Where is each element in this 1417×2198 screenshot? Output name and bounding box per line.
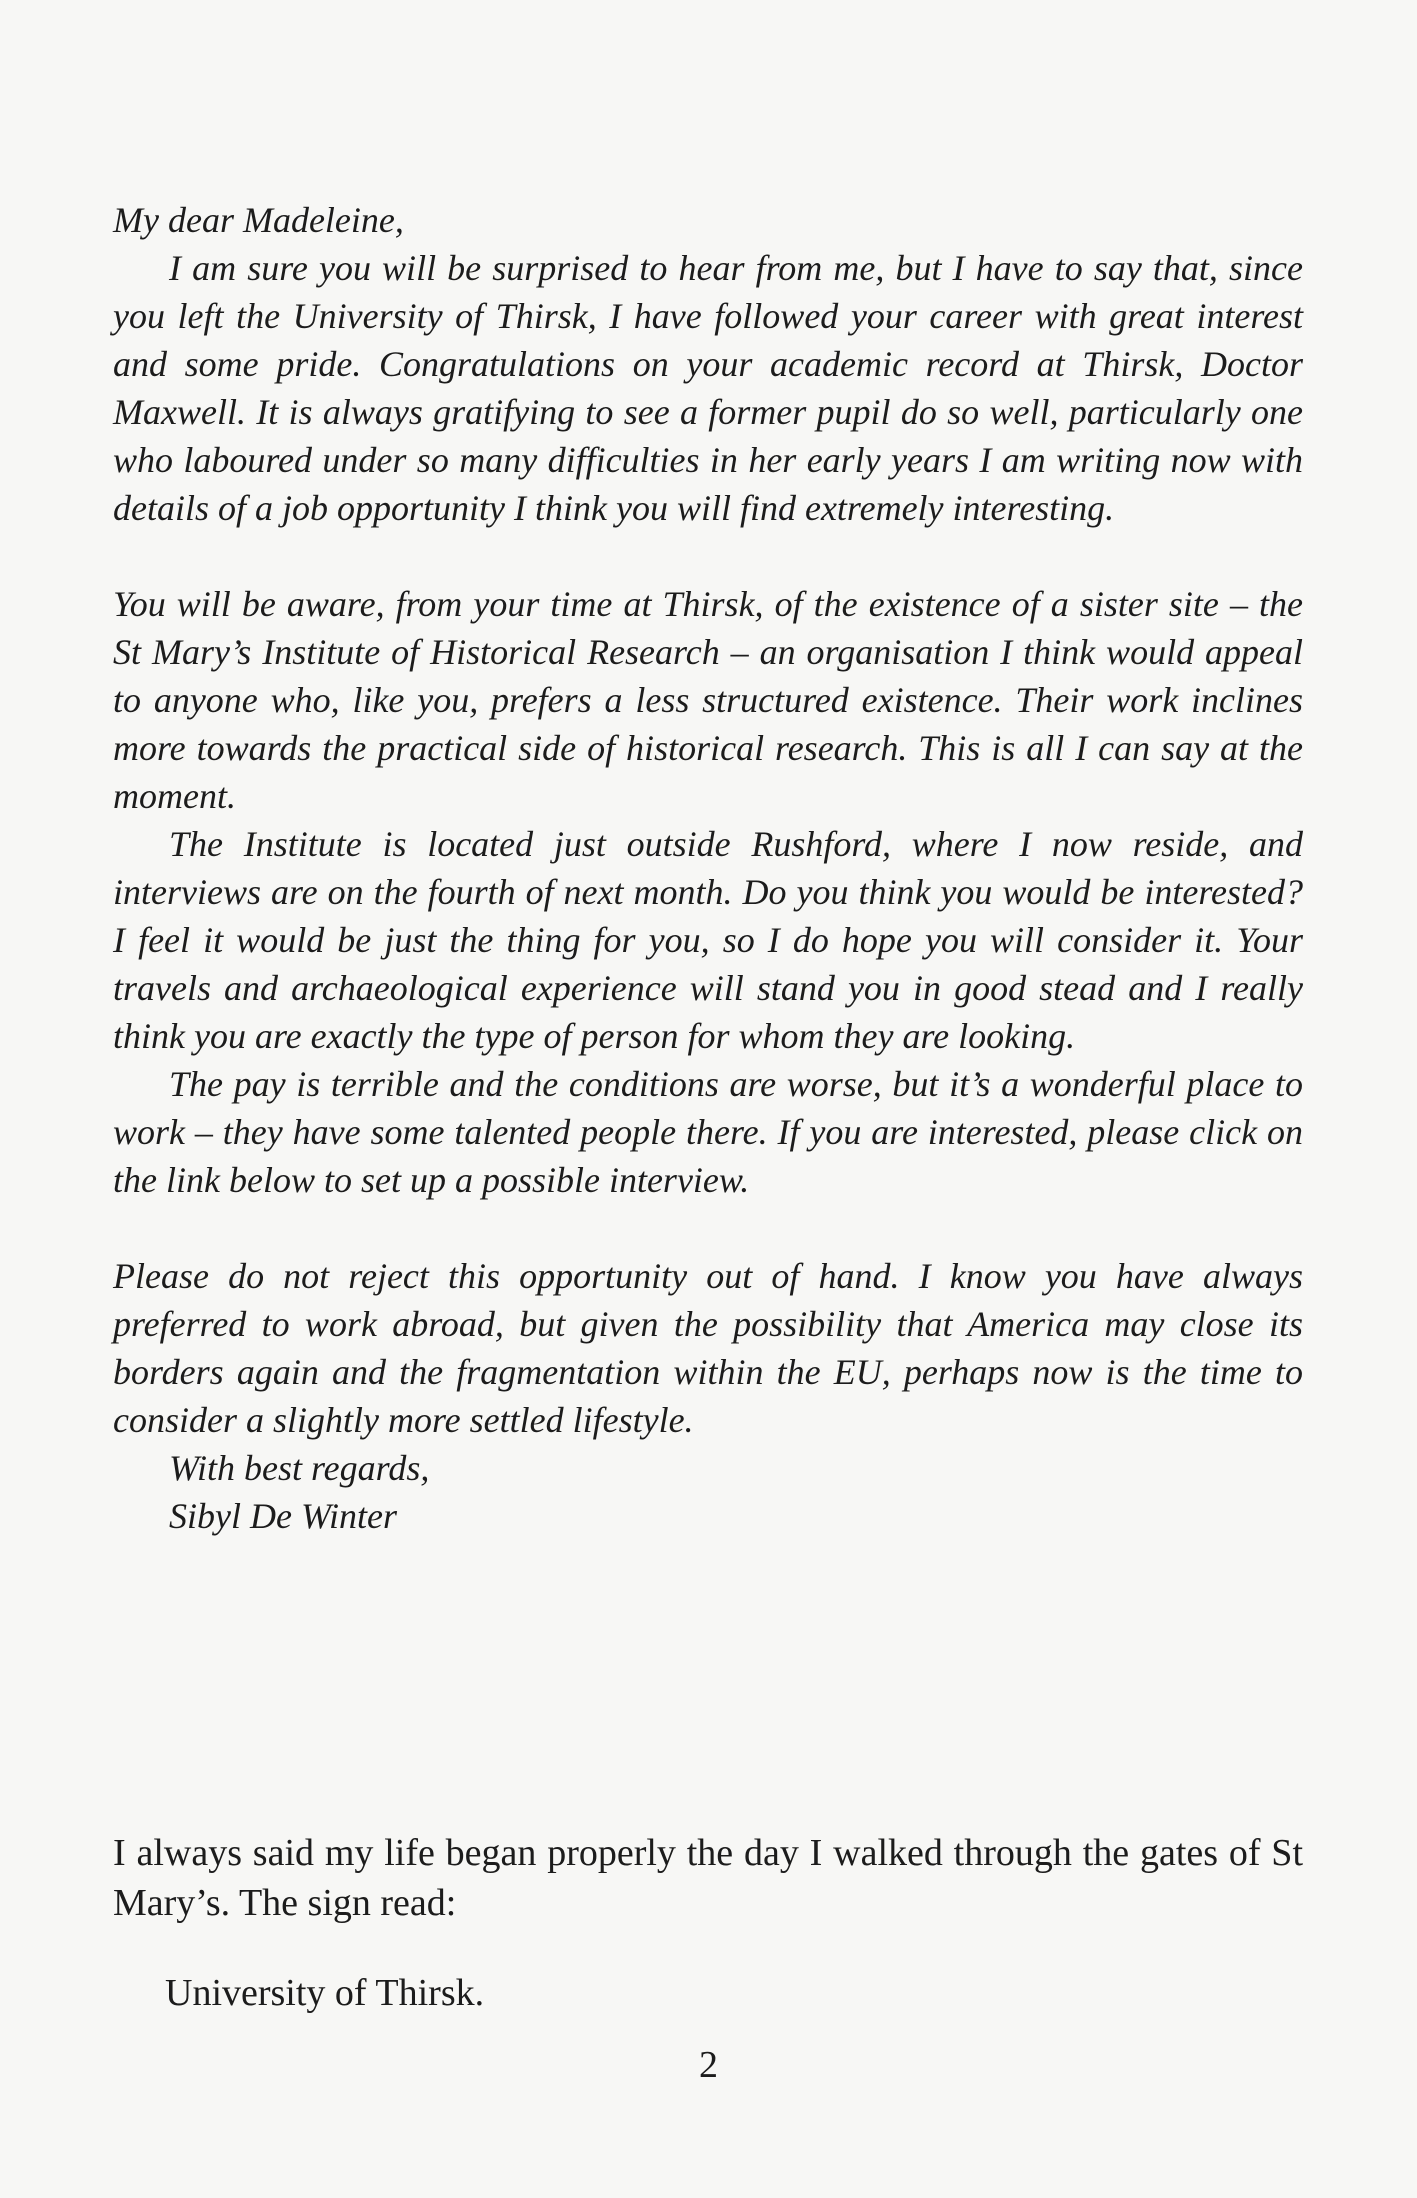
page-number: 2 [699, 2044, 718, 2086]
letter-paragraph-1: I am sure you will be surprised to hear from me, but I have to say that, since you left the University of Thirsk, I have followed your career with great interest and some pride. Congratulations on your academic record at Thirsk, Doctor Maxwell. It is always gratifying to see a former pupil do so well, particularly one who laboured under so many difficulties in her early years I am writing now with details of a job opportunity I think you will find extremely interesting. [113, 248, 1303, 528]
narrative-paragraph: I always said my life began properly the day I walked through the gates of St Mary’s. The sign read: [113, 1832, 1303, 1924]
sign-text: University of Thirsk. [165, 1972, 485, 2014]
letter [113, 196, 1303, 1540]
letter-closing: With best regards, [169, 1448, 430, 1488]
letter-paragraph-5: Please do not reject this opportunity out of hand. I know you have always preferred to work abroad, but given the possibility that America may close its borders again and the fragmentation within the EU, perhaps now is the time to consider a slightly more settled lifestyle. [113, 1256, 1303, 1440]
letter-salutation: My dear Madeleine, [113, 200, 404, 240]
narrative [113, 1828, 1303, 1928]
letter-paragraph-3: The Institute is located just outside Rushford, where I now reside, and interviews are on the fourth of next month. Do you think you would be interested? I feel it would be just the thing for you, so I do hope you will consider it. Your travels and archaeological experience will stand you in good stead and I really think you are exactly the type of person for whom they are looking. [113, 824, 1303, 1056]
letter-signature: Sibyl De Winter [169, 1496, 397, 1536]
letter-paragraph-4: The pay is terrible and the conditions are worse, but it’s a wonderful place to work – they have some talented people there. If you are interested, please click on the link below to set up a possible interview. [113, 1064, 1303, 1200]
letter-paragraph-2: You will be aware, from your time at Thirsk, of the existence of a sister site – the St Mary’s Institute of Historical Research – an organisation I think would appeal to anyone who, like you, prefers a less structured existence. Their work inclines more towards the practical side of historical research. This is all I can say at the moment. [113, 584, 1303, 816]
